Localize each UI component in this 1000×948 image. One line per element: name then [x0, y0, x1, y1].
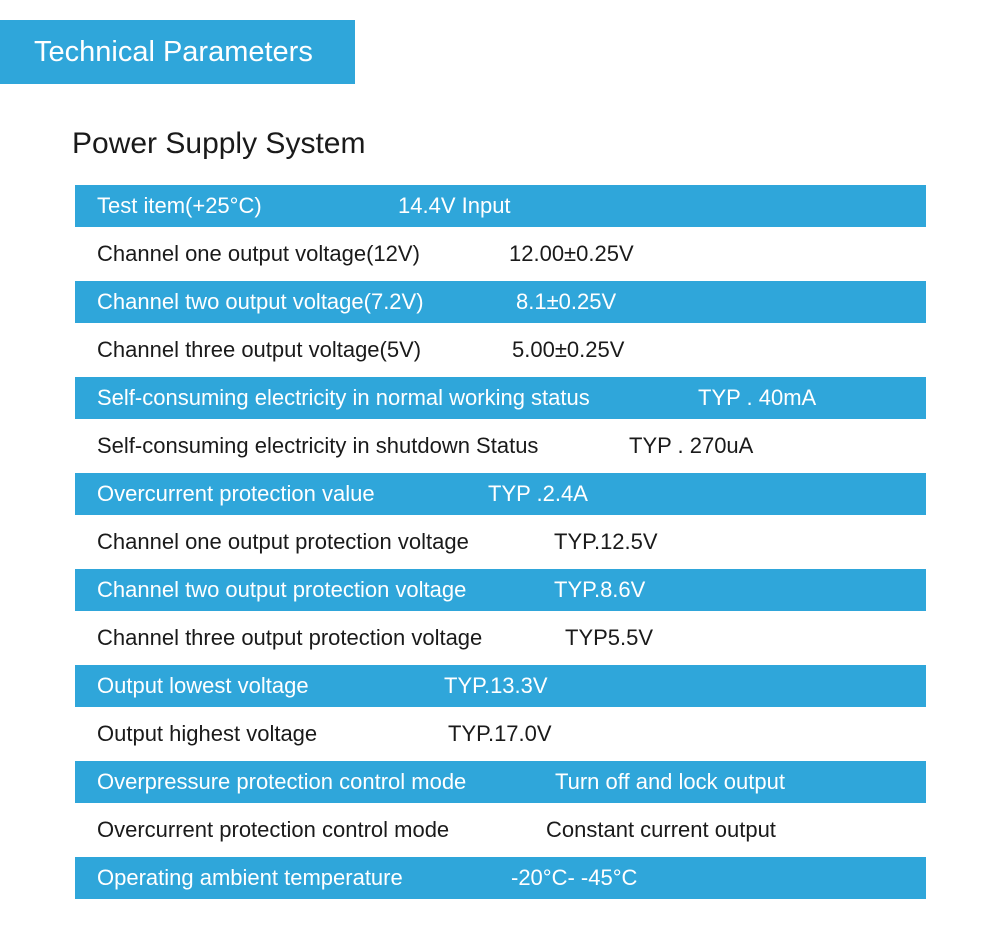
- row-label: Overpressure protection control mode: [97, 769, 467, 794]
- row-label: Channel two output protection voltage: [97, 577, 467, 602]
- row-value: TYP . 270uA: [629, 433, 754, 458]
- row-value: TYP .2.4A: [488, 481, 588, 506]
- table-row: [75, 617, 926, 659]
- row-value: 8.1±0.25V: [516, 289, 617, 314]
- row-label: Self-consuming electricity in shutdown Status: [97, 433, 539, 458]
- table-row: [75, 233, 926, 275]
- section-banner: [0, 20, 355, 84]
- table-row: [75, 185, 926, 227]
- table-row: [75, 665, 926, 707]
- row-value: TYP.12.5V: [554, 529, 658, 554]
- row-value: Constant current output: [546, 817, 776, 842]
- row-value: 12.00±0.25V: [509, 241, 634, 266]
- row-label: Output lowest voltage: [97, 673, 309, 698]
- row-label: Overcurrent protection control mode: [97, 817, 450, 842]
- row-label: Channel one output voltage(12V): [97, 241, 420, 266]
- table-row: [75, 857, 926, 899]
- banner-title: Technical Parameters: [34, 36, 313, 68]
- table-row: [75, 521, 926, 563]
- row-label: Operating ambient temperature: [97, 865, 403, 890]
- row-value: 14.4V Input: [398, 193, 511, 218]
- row-value: TYP.13.3V: [444, 673, 548, 698]
- table-row: [75, 473, 926, 515]
- table-row: [75, 377, 926, 419]
- row-label: Channel two output voltage(7.2V): [97, 289, 424, 314]
- parameters-table: [75, 185, 926, 905]
- row-label: Output highest voltage: [97, 721, 318, 746]
- row-label: Test item(+25°C): [97, 193, 262, 218]
- table-row: [75, 569, 926, 611]
- row-label: Overcurrent protection value: [97, 481, 375, 506]
- table-row: [75, 761, 926, 803]
- row-value: TYP . 40mA: [698, 385, 817, 410]
- row-label: Channel one output protection voltage: [97, 529, 469, 554]
- table-row: [75, 329, 926, 371]
- row-value: TYP5.5V: [565, 625, 654, 650]
- row-value: TYP.8.6V: [554, 577, 646, 602]
- table-row: [75, 425, 926, 467]
- row-label: Channel three output voltage(5V): [97, 337, 422, 362]
- table-row: [75, 809, 926, 851]
- row-value: Turn off and lock output: [555, 769, 785, 794]
- row-label: Channel three output protection voltage: [97, 625, 483, 650]
- row-value: TYP.17.0V: [448, 721, 552, 746]
- section-title: Power Supply System: [72, 127, 366, 160]
- table-row: [75, 713, 926, 755]
- row-label: Self-consuming electricity in normal working status: [97, 385, 590, 410]
- row-value: 5.00±0.25V: [512, 337, 625, 362]
- row-value: -20°C- -45°C: [511, 865, 638, 890]
- table-row: [75, 281, 926, 323]
